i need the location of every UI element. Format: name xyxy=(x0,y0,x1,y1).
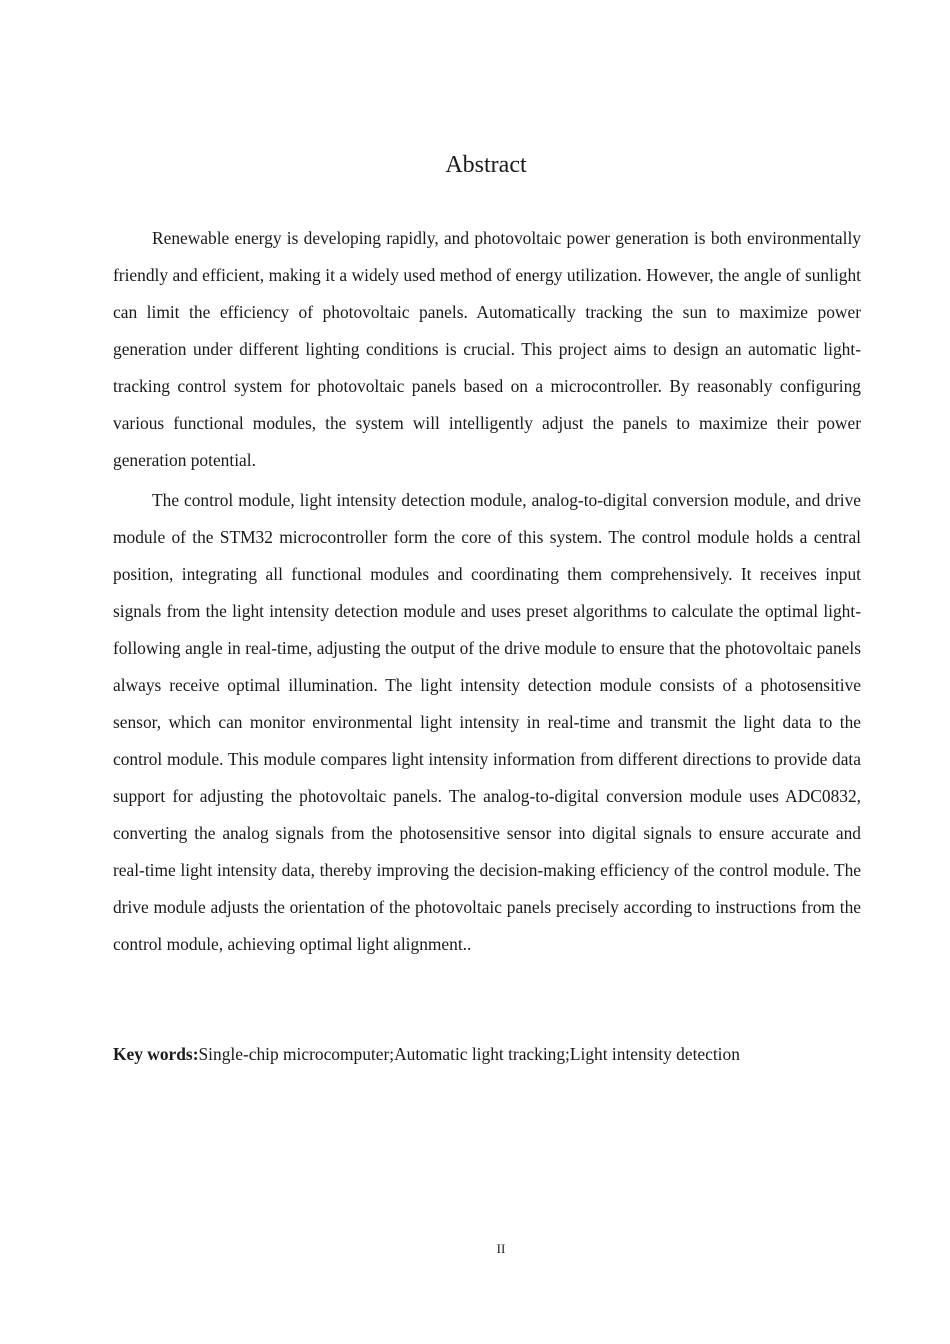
abstract-title: Abstract xyxy=(445,152,527,178)
abstract-body xyxy=(113,220,861,966)
page-number: II xyxy=(496,1241,506,1256)
abstract-paragraph-2: The control module, light intensity detection module, analog-to-digital conversion module, and drive module of the STM32 microcontroller form the core of this system. The control module holds a central position, integrating all functional modules and coordinating them comprehensively. It receives input signals from the light intensity detection module and uses preset algorithms to calculate the optimal light-following angle in real-time, adjusting the output of the drive module to ensure that the photovoltaic panels always receive optimal illumination. The light intensity detection module consists of a photosensitive sensor, which can monitor environmental light intensity in real-time and transmit the light data to the control module. This module compares light intensity information from different directions to provide data support for adjusting the photovoltaic panels. The analog-to-digital conversion module uses ADC0832, converting the analog signals from the photosensitive sensor into digital signals to ensure accurate and real-time light intensity data, thereby improving the decision-making efficiency of the control module. The drive module adjusts the orientation of the photovoltaic panels precisely according to instructions from the control module, achieving optimal light alignment.. xyxy=(113,490,861,954)
abstract-paragraph-1: Renewable energy is developing rapidly, and photovoltaic power generation is both environmentally friendly and efficient, making it a widely used method of energy utilization. However, the angle of sunlight can limit the efficiency of photovoltaic panels. Automatically tracking the sun to maximize power generation under different lighting conditions is crucial. This project aims to design an automatic light-tracking control system for photovoltaic panels based on a microcontroller. By reasonably configuring various functional modules, the system will intelligently adjust the panels to maximize their power generation potential. xyxy=(113,228,861,470)
keywords-line xyxy=(113,1040,861,1068)
keywords-label: Key words: xyxy=(113,1044,199,1064)
keywords-text: Single-chip microcomputer;Automatic light tracking;Light intensity detection xyxy=(198,1044,740,1064)
